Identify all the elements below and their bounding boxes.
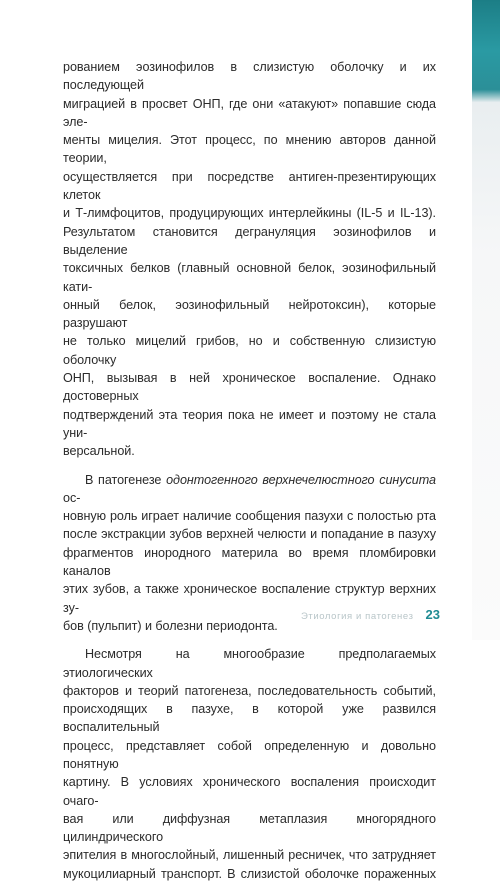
paragraph-gap bbox=[63, 461, 436, 471]
text-line: и Т-лимфоцитов, продуцирующих интерлейкины (IL-5 и IL-13). bbox=[63, 206, 436, 221]
text-line: менты мицелия. Этот процесс, по мнению авторов данной теории, bbox=[63, 133, 436, 166]
text-line: фрагментов инородного материла во время пломбировки каналов bbox=[63, 545, 436, 579]
text-line: происходящих в пазухе, в которой уже развился воспалительный bbox=[63, 702, 436, 735]
text-line: бов (пульпит) и болезни периодонта. bbox=[63, 618, 278, 633]
text-line: Результатом становится дегрануляция эозинофилов и выделение bbox=[63, 224, 436, 257]
side-color-band bbox=[472, 0, 500, 640]
text-line: Несмотря на многообразие предполагаемых этиологических bbox=[63, 647, 436, 680]
text-line: вая или диффузная метаплазия многорядного цилиндрического bbox=[63, 811, 436, 845]
text-line: миграцией в просвет ОНП, где они «атакуют» попавшие сюда эле- bbox=[63, 96, 436, 129]
text-line: онный белок, эозинофильный нейротоксин), которые разрушают bbox=[63, 297, 436, 331]
text-line: версальной. bbox=[63, 444, 135, 459]
body-paragraph bbox=[63, 58, 436, 461]
text-line: факторов и теорий патогенеза, последовательность событий, bbox=[63, 683, 436, 698]
body-paragraph bbox=[63, 645, 436, 883]
text-line: этих зубов, а также хроническое воспаление структур верхних зу- bbox=[63, 582, 436, 615]
text-line: мукоцилиарный транспорт. В слизистой оболочке пораженных bbox=[63, 866, 436, 881]
text-line: токсичных белков (главный основной белок, эозинофильный кати- bbox=[63, 261, 436, 294]
text-line: процесс, представляет собой определенную и довольно понятную bbox=[63, 738, 436, 771]
text-line: рованием эозинофилов в слизистую оболочку и их последующей bbox=[63, 60, 436, 93]
page-body bbox=[63, 58, 436, 883]
text-line: после экстракции зубов верхней челюсти и попадание в пазуху bbox=[63, 527, 436, 542]
paragraph-gap bbox=[63, 635, 436, 645]
page-number: 23 bbox=[425, 607, 440, 622]
text-line: картину. В условиях хронического воспаления происходит очаго- bbox=[63, 775, 436, 808]
text-line: эпителия в многослойный, лишенный ресничек, что затрудняет bbox=[63, 848, 436, 863]
text-line: В патогенезе одонтогенного верхнечелюстного синусита ос- bbox=[63, 472, 436, 505]
text-line: не только мицелий грибов, но и собственную слизистую оболочку bbox=[63, 334, 436, 367]
page-footer bbox=[301, 607, 440, 622]
text-line: осуществляется при посредстве антиген-презентирующих клеток bbox=[63, 169, 436, 203]
text-line: новную роль играет наличие сообщения пазухи с полостью рта bbox=[63, 509, 436, 524]
running-section-title: Этиология и патогенез bbox=[300, 611, 414, 622]
text-line: подтверждений эта теория пока не имеет и поэтому не стала уни- bbox=[63, 407, 436, 440]
text-line: ОНП, вызывая в ней хроническое воспаление. Однако достоверных bbox=[63, 371, 436, 404]
